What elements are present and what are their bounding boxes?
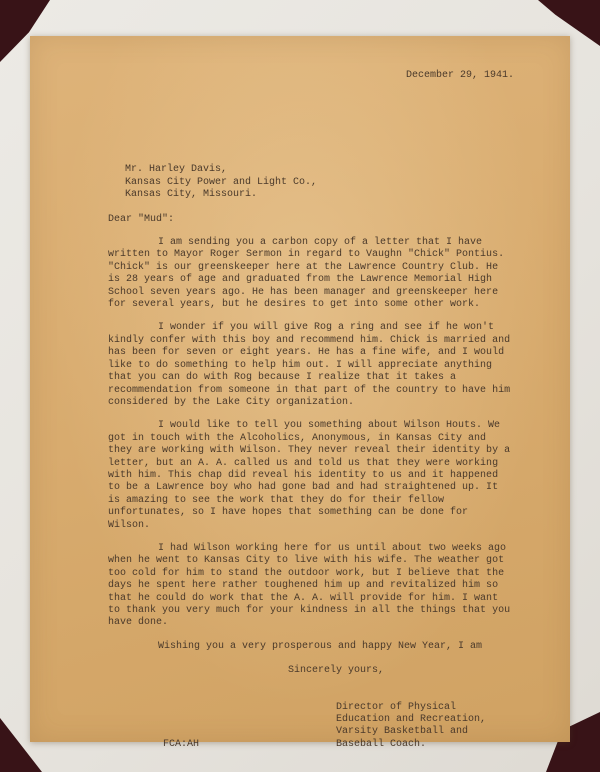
recipient-address (125, 164, 514, 201)
body-paragraph: I had Wilson working here for us until about two weeks ago when he went to Kansas City to live with his wife. The weather got too cold for him to stand the outdoor work, but I believe that the days he spent here rather toughened him up and revitalized him so that he could do work that the A. A. will provide for him. I want to thank you very much for your kindness in all the things that you have done. (108, 542, 511, 629)
signature-title-block (336, 702, 514, 752)
body-paragraph: I am sending you a carbon copy of a letter that I have written to Mayor Roger Sermon in regard to Vaughn "Chick" Pontius. "Chick" is our greenskeeper here at the Lawrence Country Club. He is 28 years of age and graduated from the Lawrence Memorial High School seven years ago. He has been manager and greenskeeper here for several years, but he desires to get into some other work. (108, 237, 505, 311)
signature-title-line: Director of Physical Education and Recreation, (336, 701, 487, 726)
signature-title-line: Varsity Basketball and Baseball Coach. (336, 726, 469, 750)
recipient-address-line: Mr. Harley Davis, (125, 164, 228, 176)
body-paragraph: I would like to tell you something about Wilson Houts. We got in touch with the Alcoholics, Anonymous, in Kansas City and they are working with Wilson. They never reveal their identity by a letter, but an A. A. called us and told us that they were working with him. This chap did reveal his identity to us and it happened to be a Lawrence boy who had gone bad and had straightened up. It is amazing to see the work that they do for their fellow unfortunates, so I have hopes that something can be done for Wilson. (108, 420, 511, 531)
recipient-address-line: Kansas City, Missouri. (125, 189, 258, 201)
salutation: Dear "Mud": (108, 213, 175, 225)
letter-date: December 29, 1941. (405, 70, 514, 81)
letter-body (108, 237, 514, 630)
closing-line: Wishing you a very prosperous and happy New Year, I am (158, 640, 483, 652)
letter-content (108, 70, 514, 751)
signature-row (163, 702, 514, 752)
letter-paper (30, 36, 570, 750)
typist-initials: FCA:AH (163, 738, 200, 750)
valediction: Sincerely yours, (288, 665, 385, 677)
recipient-address-line: Kansas City Power and Light Co., (125, 176, 318, 188)
body-paragraph: I wonder if you will give Rog a ring and see if he won't kindly confer with this boy and recommend him. Chick is married and has been for seven or eight years. He has a fine wife, and I would like to do something to help him out. I will appreciate anything that you can do with Rog because I realize that it takes a recommendation from someone in that part of the country to have him considered by the Lake City organization. (108, 322, 511, 408)
